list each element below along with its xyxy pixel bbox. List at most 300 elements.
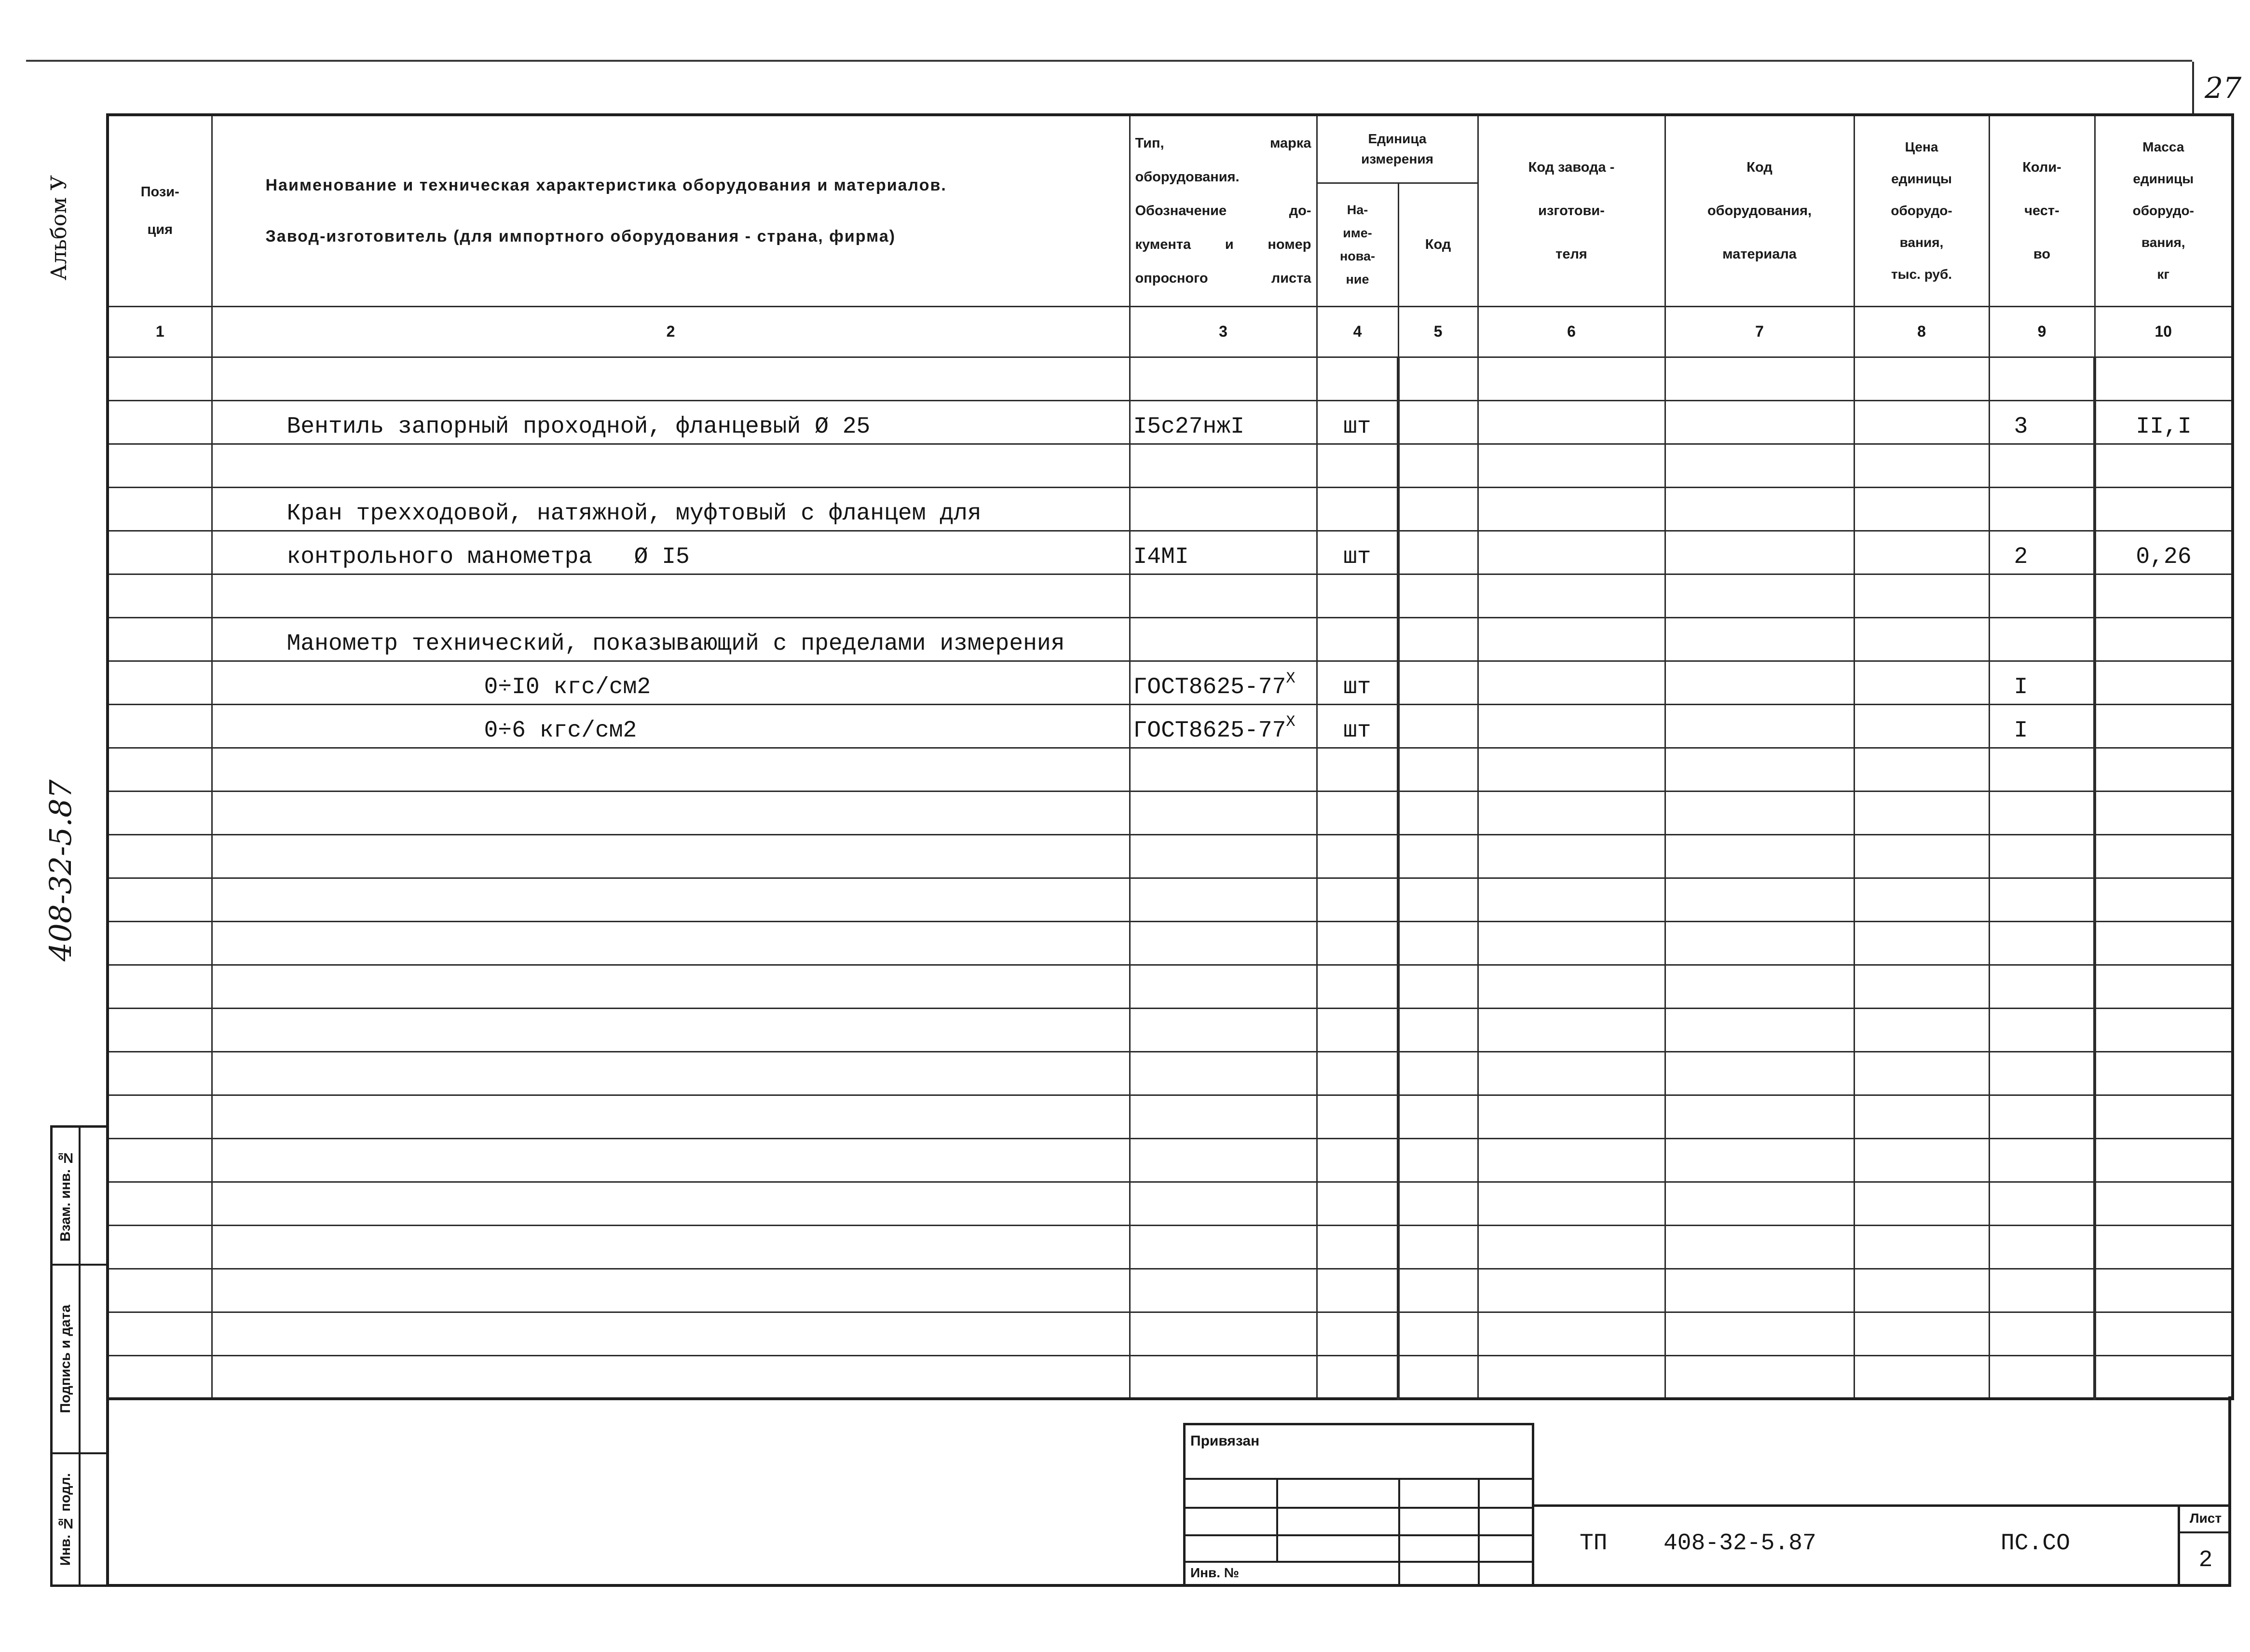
cell-plant-code: [1478, 1182, 1665, 1225]
cell-quantity: [1989, 1182, 2095, 1225]
cell-unit-code: [1398, 444, 1478, 487]
cell-position: [108, 444, 212, 487]
cell-price: [1854, 965, 1989, 1008]
cell-unit-code: [1398, 1355, 1478, 1399]
signature-date-label: Подпись и дата: [57, 1305, 73, 1413]
cell-type: [1130, 1008, 1317, 1051]
header-position: Пози- ция: [108, 115, 212, 306]
cell-type: [1130, 921, 1317, 965]
cell-plant-code: [1478, 574, 1665, 617]
table-row: [108, 357, 2233, 400]
cell-name: [212, 1182, 1130, 1225]
album-label-box: [44, 169, 73, 287]
header-plant-code: Код завода - изготови- теля: [1478, 115, 1665, 306]
cell-unit-code: [1398, 1051, 1478, 1095]
stamp-section-orig-inv: [53, 1454, 107, 1584]
stamp-line: [1186, 1507, 1532, 1509]
table-row: [108, 1095, 2233, 1138]
cell-position: [108, 1312, 212, 1355]
cell-price: [1854, 704, 1989, 748]
cell-price: [1854, 357, 1989, 400]
header-quantity: Коли- чест- во: [1989, 115, 2095, 306]
cell-type: [1130, 357, 1317, 400]
cell-price: [1854, 748, 1989, 791]
cell-unit: [1317, 444, 1398, 487]
cell-quantity: [1989, 965, 2095, 1008]
cell-unit: [1317, 357, 1398, 400]
cell-type: [1130, 1225, 1317, 1269]
cell-name: Кран трехходовой, натяжной, муфтовый с фланцем для: [212, 487, 1130, 531]
cell-type: [1130, 834, 1317, 878]
cell-name: [212, 1269, 1130, 1312]
cell-quantity: [1989, 1312, 2095, 1355]
cell-unit-code: [1398, 704, 1478, 748]
cell-position: [108, 921, 212, 965]
cell-unit-code: [1398, 574, 1478, 617]
cell-plant-code: [1478, 444, 1665, 487]
cell-type: [1130, 1095, 1317, 1138]
cell-type: [1130, 1269, 1317, 1312]
column-number: 5: [1398, 306, 1478, 357]
cell-plant-code: [1478, 1269, 1665, 1312]
cell-unit-code: [1398, 834, 1478, 878]
cell-quantity: [1989, 748, 2095, 791]
table-row: [108, 574, 2233, 617]
cell-unit-code: [1398, 1225, 1478, 1269]
cell-name: контрольного манометра Ø I5: [212, 531, 1130, 574]
binding-title: Привязан: [1190, 1433, 1260, 1449]
type-designation: ГОСТ8625-77: [1133, 717, 1286, 744]
cell-unit: [1317, 1138, 1398, 1182]
cell-type: [1130, 791, 1317, 834]
cell-plant-code: [1478, 834, 1665, 878]
cell-position: [108, 357, 212, 400]
table-row: [108, 1182, 2233, 1225]
table-row: [108, 1269, 2233, 1312]
cell-unit-code: [1398, 617, 1478, 661]
cell-equipment-code: [1665, 487, 1854, 531]
cell-name: [212, 1138, 1130, 1182]
header-equipment-code: Код оборудования, материала: [1665, 115, 1854, 306]
cell-price: [1854, 834, 1989, 878]
cell-unit: [1317, 1269, 1398, 1312]
cell-equipment-code: [1665, 834, 1854, 878]
cell-plant-code: [1478, 1225, 1665, 1269]
column-number: 3: [1130, 306, 1317, 357]
cell-plant-code: [1478, 1138, 1665, 1182]
cell-plant-code: [1478, 965, 1665, 1008]
cell-equipment-code: [1665, 965, 1854, 1008]
table-row: [108, 444, 2233, 487]
table-row: [108, 834, 2233, 878]
cell-quantity: [1989, 574, 2095, 617]
cell-equipment-code: [1665, 791, 1854, 834]
cell-price: [1854, 487, 1989, 531]
cell-unit-code: [1398, 1138, 1478, 1182]
sheet-label: Лист: [2189, 1511, 2222, 1526]
cell-quantity: [1989, 487, 2095, 531]
cell-price: [1854, 1225, 1989, 1269]
title-prefix: ТП: [1580, 1530, 1608, 1556]
cell-mass: [2095, 1138, 2233, 1182]
cell-equipment-code: [1665, 357, 1854, 400]
cell-position: [108, 834, 212, 878]
cell-plant-code: [1478, 704, 1665, 748]
sheet-number: 2: [2198, 1547, 2213, 1573]
cell-unit-code: [1398, 878, 1478, 921]
cell-price: [1854, 1269, 1989, 1312]
cell-plant-code: [1478, 1312, 1665, 1355]
cell-name: Вентиль запорный проходной, фланцевый Ø 25: [212, 400, 1130, 444]
cell-price: [1854, 444, 1989, 487]
cell-type: [1130, 748, 1317, 791]
cell-equipment-code: [1665, 1095, 1854, 1138]
table-row: [108, 748, 2233, 791]
cell-mass: [2095, 1355, 2233, 1399]
table-row: [108, 1355, 2233, 1399]
cell-quantity: 2: [1989, 531, 2095, 574]
cell-unit: шт: [1317, 704, 1398, 748]
cell-quantity: [1989, 921, 2095, 965]
cell-mass: [2095, 1051, 2233, 1095]
cell-mass: [2095, 617, 2233, 661]
cell-plant-code: [1478, 748, 1665, 791]
table-row: [108, 617, 2233, 661]
cell-unit-code: [1398, 1312, 1478, 1355]
cell-type: [1130, 487, 1317, 531]
cell-quantity: [1989, 1225, 2095, 1269]
cell-price: [1854, 1355, 1989, 1399]
cell-unit: [1317, 574, 1398, 617]
cell-name: [212, 791, 1130, 834]
cell-type: [1130, 661, 1317, 704]
cell-unit: [1317, 617, 1398, 661]
cell-quantity: [1989, 617, 2095, 661]
cell-mass: [2095, 1008, 2233, 1051]
top-rule: [26, 60, 2192, 62]
cell-mass: [2095, 791, 2233, 834]
header-type: Тип, марка оборудования. Обозначение до- кумента и номер опросного листа: [1130, 115, 1317, 306]
cell-name: 0÷6 кгс/см2: [212, 704, 1130, 748]
cell-type: [1130, 1182, 1317, 1225]
cell-position: [108, 1225, 212, 1269]
handwritten-code-box: [39, 769, 82, 972]
cell-type: [1130, 704, 1317, 748]
cell-name: [212, 1312, 1130, 1355]
column-number: 9: [1989, 306, 2095, 357]
stamp-line: [1398, 1478, 1400, 1584]
cell-type: [1130, 574, 1317, 617]
cell-equipment-code: [1665, 1008, 1854, 1051]
cell-equipment-code: [1665, 531, 1854, 574]
cell-mass: [2095, 574, 2233, 617]
cell-type: [1130, 878, 1317, 921]
cell-equipment-code: [1665, 921, 1854, 965]
cell-mass: [2095, 1095, 2233, 1138]
cell-mass: II,I: [2095, 400, 2233, 444]
cell-plant-code: [1478, 1008, 1665, 1051]
cell-quantity: I: [1989, 661, 2095, 704]
column-number: 4: [1317, 306, 1398, 357]
cell-unit-code: [1398, 1182, 1478, 1225]
stamp-label-cell: [53, 1266, 81, 1452]
cell-price: [1854, 1095, 1989, 1138]
cell-name: Манометр технический, показывающий с пределами измерения: [212, 617, 1130, 661]
header-price: Цена единицы оборудо- вания, тыс. руб.: [1854, 115, 1989, 306]
cell-price: [1854, 531, 1989, 574]
cell-plant-code: [1478, 1355, 1665, 1399]
cell-price: [1854, 1182, 1989, 1225]
table-row: [108, 1138, 2233, 1182]
cell-plant-code: [1478, 1095, 1665, 1138]
cell-unit: [1317, 1312, 1398, 1355]
cell-name: [212, 1008, 1130, 1051]
type-superscript: Х: [1286, 669, 1295, 687]
album-label: Альбом У: [46, 175, 71, 281]
cell-quantity: [1989, 1355, 2095, 1399]
column-number: 10: [2095, 306, 2233, 357]
cell-equipment-code: [1665, 661, 1854, 704]
cell-quantity: [1989, 1051, 2095, 1095]
cell-name: [212, 444, 1130, 487]
title-block-line: [1534, 1504, 2231, 1507]
table-row: [108, 661, 2233, 704]
cell-unit-code: [1398, 748, 1478, 791]
cell-plant-code: [1478, 1051, 1665, 1095]
cell-unit: [1317, 1051, 1398, 1095]
stamp-line: [1186, 1478, 1532, 1480]
cell-equipment-code: [1665, 1225, 1854, 1269]
cell-position: [108, 487, 212, 531]
cell-mass: [2095, 357, 2233, 400]
table-row: [108, 791, 2233, 834]
cell-name: [212, 1095, 1130, 1138]
cell-unit: [1317, 748, 1398, 791]
binding-inv-label: Инв. №: [1190, 1565, 1240, 1580]
table-row: [108, 1225, 2233, 1269]
column-number: 7: [1665, 306, 1854, 357]
cell-unit: [1317, 487, 1398, 531]
stamp-line: [1186, 1561, 1532, 1563]
cell-position: [108, 1051, 212, 1095]
cell-plant-code: [1478, 617, 1665, 661]
cell-price: [1854, 1051, 1989, 1095]
table-row: [108, 531, 2233, 574]
column-number: 6: [1478, 306, 1665, 357]
table-row: [108, 965, 2233, 1008]
cell-type: [1130, 444, 1317, 487]
cell-equipment-code: [1665, 704, 1854, 748]
stamp-line: [1276, 1478, 1278, 1561]
equipment-spec-table: [106, 113, 2234, 1400]
cell-position: [108, 878, 212, 921]
cell-type: [1130, 965, 1317, 1008]
cell-unit-code: [1398, 357, 1478, 400]
cell-quantity: [1989, 1008, 2095, 1051]
cell-quantity: [1989, 878, 2095, 921]
cell-position: [108, 574, 212, 617]
cell-unit-code: [1398, 965, 1478, 1008]
stamp-section-replaced-inv: [53, 1128, 107, 1266]
cell-unit-code: [1398, 1095, 1478, 1138]
cell-position: [108, 791, 212, 834]
type-designation: I4МI: [1133, 544, 1189, 570]
cell-position: [108, 400, 212, 444]
cell-position: [108, 1355, 212, 1399]
cell-mass: [2095, 1225, 2233, 1269]
cell-position: [108, 1182, 212, 1225]
type-superscript: Х: [1286, 712, 1295, 731]
cell-equipment-code: [1665, 574, 1854, 617]
cell-equipment-code: [1665, 1269, 1854, 1312]
header-unit-code: Код: [1398, 183, 1478, 306]
header-name: Наименование и техническая характеристика оборудования и материалов. Завод-изготовитель (для импортного оборудования - страна, фирма): [212, 115, 1130, 306]
table-row: [108, 487, 2233, 531]
cell-equipment-code: [1665, 400, 1854, 444]
cell-plant-code: [1478, 921, 1665, 965]
cell-mass: [2095, 1312, 2233, 1355]
cell-unit: [1317, 878, 1398, 921]
cell-unit: [1317, 1225, 1398, 1269]
cell-equipment-code: [1665, 1312, 1854, 1355]
cell-price: [1854, 400, 1989, 444]
cell-type: [1130, 1138, 1317, 1182]
cell-plant-code: [1478, 531, 1665, 574]
cell-mass: [2095, 661, 2233, 704]
cell-unit: шт: [1317, 400, 1398, 444]
cell-position: [108, 1008, 212, 1051]
cell-unit: [1317, 965, 1398, 1008]
table-row: [108, 878, 2233, 921]
page-number-box: [2192, 62, 2248, 116]
cell-price: [1854, 661, 1989, 704]
cell-name: [212, 834, 1130, 878]
cell-unit: [1317, 791, 1398, 834]
cell-mass: [2095, 748, 2233, 791]
cell-unit: [1317, 1182, 1398, 1225]
stamp-section-signature: [53, 1266, 107, 1454]
handwritten-doc-code: 408-32-5.87: [42, 779, 78, 962]
cell-unit: [1317, 834, 1398, 878]
cell-name: [212, 1051, 1130, 1095]
table-body: [108, 357, 2233, 1399]
cell-position: [108, 617, 212, 661]
cell-equipment-code: [1665, 1355, 1854, 1399]
cell-type: [1130, 531, 1317, 574]
cell-equipment-code: [1665, 878, 1854, 921]
cell-position: [108, 661, 212, 704]
cell-mass: [2095, 834, 2233, 878]
cell-quantity: [1989, 1138, 2095, 1182]
cell-quantity: 3: [1989, 400, 2095, 444]
column-number: 2: [212, 306, 1130, 357]
stamp-line: [1186, 1534, 1532, 1536]
cell-type: [1130, 617, 1317, 661]
table-row: [108, 1008, 2233, 1051]
cell-quantity: [1989, 444, 2095, 487]
cell-price: [1854, 1138, 1989, 1182]
cell-plant-code: [1478, 791, 1665, 834]
cell-price: [1854, 617, 1989, 661]
cell-equipment-code: [1665, 1051, 1854, 1095]
cell-quantity: [1989, 357, 2095, 400]
header-unit-name: На- име- нова- ние: [1317, 183, 1398, 306]
cell-price: [1854, 791, 1989, 834]
column-number: 8: [1854, 306, 1989, 357]
cell-position: [108, 748, 212, 791]
cell-unit-code: [1398, 487, 1478, 531]
cell-position: [108, 704, 212, 748]
cell-quantity: [1989, 834, 2095, 878]
cell-quantity: [1989, 791, 2095, 834]
cell-name: [212, 1225, 1130, 1269]
cell-unit-code: [1398, 1008, 1478, 1051]
cell-price: [1854, 921, 1989, 965]
cell-equipment-code: [1665, 617, 1854, 661]
cell-unit-code: [1398, 921, 1478, 965]
page-number: 27: [2205, 71, 2242, 105]
cell-unit: [1317, 1008, 1398, 1051]
cell-mass: [2095, 965, 2233, 1008]
cell-position: [108, 1138, 212, 1182]
cell-unit: [1317, 1355, 1398, 1399]
cell-plant-code: [1478, 400, 1665, 444]
column-number: 1: [108, 306, 212, 357]
cell-unit-code: [1398, 661, 1478, 704]
cell-price: [1854, 1312, 1989, 1355]
orig-inv-label: Инв. № подл.: [57, 1473, 73, 1566]
binding-stamp: [1183, 1423, 1534, 1587]
cell-position: [108, 1269, 212, 1312]
cell-equipment-code: [1665, 1182, 1854, 1225]
cell-equipment-code: [1665, 748, 1854, 791]
cell-mass: [2095, 704, 2233, 748]
cell-name: [212, 574, 1130, 617]
cell-unit-code: [1398, 531, 1478, 574]
cell-unit-code: [1398, 1269, 1478, 1312]
column-number-row: [108, 306, 2233, 357]
header-row: [108, 115, 2233, 183]
table-row: [108, 704, 2233, 748]
cell-position: [108, 531, 212, 574]
cell-mass: [2095, 878, 2233, 921]
table-row: [108, 921, 2233, 965]
cell-name: [212, 357, 1130, 400]
cell-unit: [1317, 921, 1398, 965]
type-designation: ГОСТ8625-77: [1133, 674, 1286, 700]
cell-equipment-code: [1665, 444, 1854, 487]
cell-name: [212, 965, 1130, 1008]
cell-type: [1130, 1312, 1317, 1355]
cell-quantity: [1989, 1095, 2095, 1138]
cell-unit: шт: [1317, 661, 1398, 704]
cell-price: [1854, 1008, 1989, 1051]
stamp-line: [1478, 1478, 1480, 1584]
cell-mass: [2095, 487, 2233, 531]
cell-mass: [2095, 1182, 2233, 1225]
cell-price: [1854, 878, 1989, 921]
type-designation: I5с27нжI: [1133, 413, 1244, 440]
cell-plant-code: [1478, 661, 1665, 704]
cell-unit-code: [1398, 791, 1478, 834]
cell-position: [108, 1095, 212, 1138]
cell-plant-code: [1478, 487, 1665, 531]
cell-plant-code: [1478, 357, 1665, 400]
cell-quantity: I: [1989, 704, 2095, 748]
cell-equipment-code: [1665, 1138, 1854, 1182]
cell-quantity: [1989, 1269, 2095, 1312]
cell-unit: [1317, 1095, 1398, 1138]
